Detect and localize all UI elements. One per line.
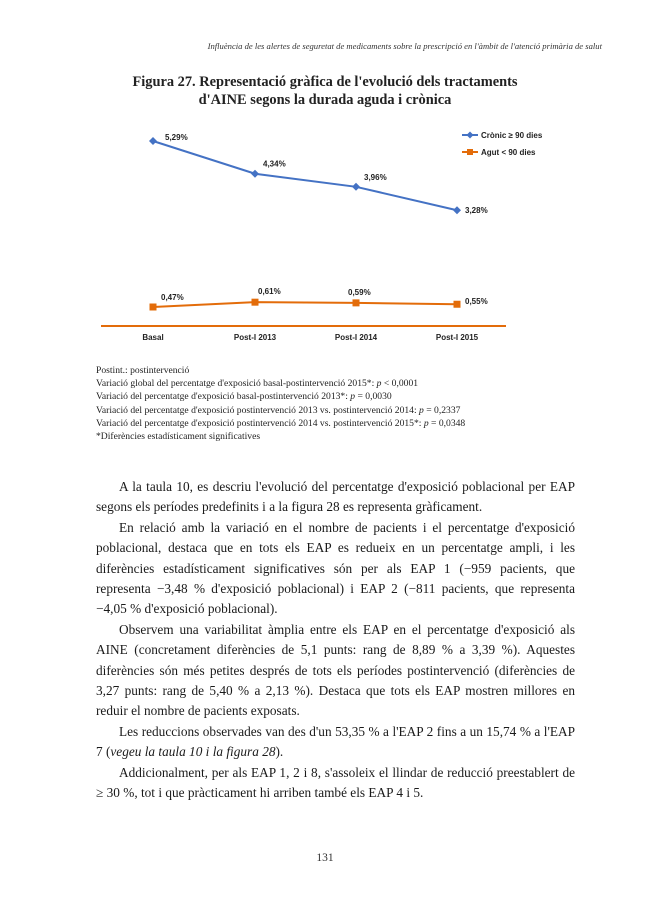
x-tick-label: Basal <box>142 333 164 342</box>
data-label: 3,96% <box>364 172 387 182</box>
data-point-marker <box>150 304 157 311</box>
legend-label: Crònic ≥ 90 dies <box>481 131 543 140</box>
data-label: 3,28% <box>465 206 488 216</box>
data-point-marker <box>352 183 360 191</box>
legend-label: Agut < 90 dies <box>481 148 536 157</box>
data-label: 5,29% <box>165 133 188 142</box>
x-tick-label: Post-I 2015 <box>435 333 479 342</box>
series-line <box>153 302 457 307</box>
paragraph: A la taula 10, es descriu l'evolució del percentatge d'exposició poblacional per EAP segons els períodes predefinits i a la figura 28 es representa gràficament. <box>96 479 575 515</box>
data-point-marker <box>149 137 157 145</box>
paragraph: Observem una variabilitat àmplia entre els EAP en el percentatge d'exposició als AINE (concretament diferències de 5,1 punts: rang de 8,89 % a 3,39 %). Aquestes diferències són més petites després de tots els períodes postintervenció (diferències de 3,27 punts: rang de 5,40 % a 2,13 %). Destaca que tots els EAP mostren millores en reduir el nombre de pacients exposats. <box>96 621 575 719</box>
line-chart-svg <box>96 118 546 358</box>
data-point-marker <box>252 299 259 306</box>
paragraph: Addicionalment, per als EAP 1, 2 i 8, s'assoleix el llindar de reducció preestablert de ≥ 30 %, tot i que pràcticament hi arriben també els EAP 4 i 5. <box>96 764 575 801</box>
line-chart <box>96 118 546 358</box>
data-label: 0,61% <box>258 287 281 297</box>
paragraph: En relació amb la variació en el nombre de pacients i el percentatge d'exposició poblacional, destaca que en tots els EAP es redueix en un percentatge ampli, i les diferències estadísticament significatives són per als EAP 1 (−959 pacients, que representa −3,48 % d'exposició poblacional) i EAP 2 (−811 pacients, que representa −4,05 % d'exposició poblacional). <box>96 519 575 617</box>
note-variation: Variació global del percentatge d'exposició basal-postintervenció 2015*: p < 0,0001 <box>96 378 419 390</box>
legend-marker <box>467 132 474 139</box>
figure-notes <box>96 364 576 443</box>
note-abbreviation: Postint.: postintervenció <box>96 365 190 376</box>
figure-title-line-1: Figura 27. Representació gràfica de l'evolució dels tractaments <box>132 74 518 90</box>
note-variation: Variació del percentatge d'exposició postintervenció 2014 vs. postintervenció 2015*: p = 0,0348 <box>96 417 466 429</box>
data-label: 0,59% <box>348 287 371 297</box>
running-head: Influència de les alertes de seguretat de medicaments sobre la prescripció en l'àmbit de l'atenció primària de salut <box>207 41 602 51</box>
figure-title <box>90 73 560 109</box>
data-point-marker <box>251 170 259 178</box>
data-point-marker <box>353 299 360 306</box>
data-label: 4,34% <box>263 159 286 169</box>
note-variation: Variació del percentatge d'exposició basal-postintervenció 2013*: p = 0,0030 <box>96 391 392 403</box>
data-label: 0,55% <box>465 297 488 307</box>
paragraph: Les reduccions observades van des d'un 53,35 % a l'EAP 2 fins a un 15,74 % a l'EAP 7 (vegeu la taula 10 i la figura 28). <box>96 723 575 760</box>
data-point-marker <box>453 206 461 214</box>
data-point-marker <box>454 301 461 308</box>
x-tick-label: Post-I 2014 <box>334 333 378 342</box>
page-number: 131 <box>316 852 334 864</box>
figure-title-line-2: d'AINE segons la durada aguda i crònica <box>198 92 452 108</box>
note-significance: *Diferències estadísticament significatives <box>96 431 261 443</box>
body-text <box>96 477 575 804</box>
data-label: 0,47% <box>161 293 184 302</box>
legend-marker <box>467 149 473 155</box>
x-tick-label: Post-I 2013 <box>233 333 277 342</box>
series-line <box>153 141 457 210</box>
note-variation: Variació del percentatge d'exposició postintervenció 2013 vs. postintervenció 2014: p = 0,2337 <box>96 404 461 416</box>
